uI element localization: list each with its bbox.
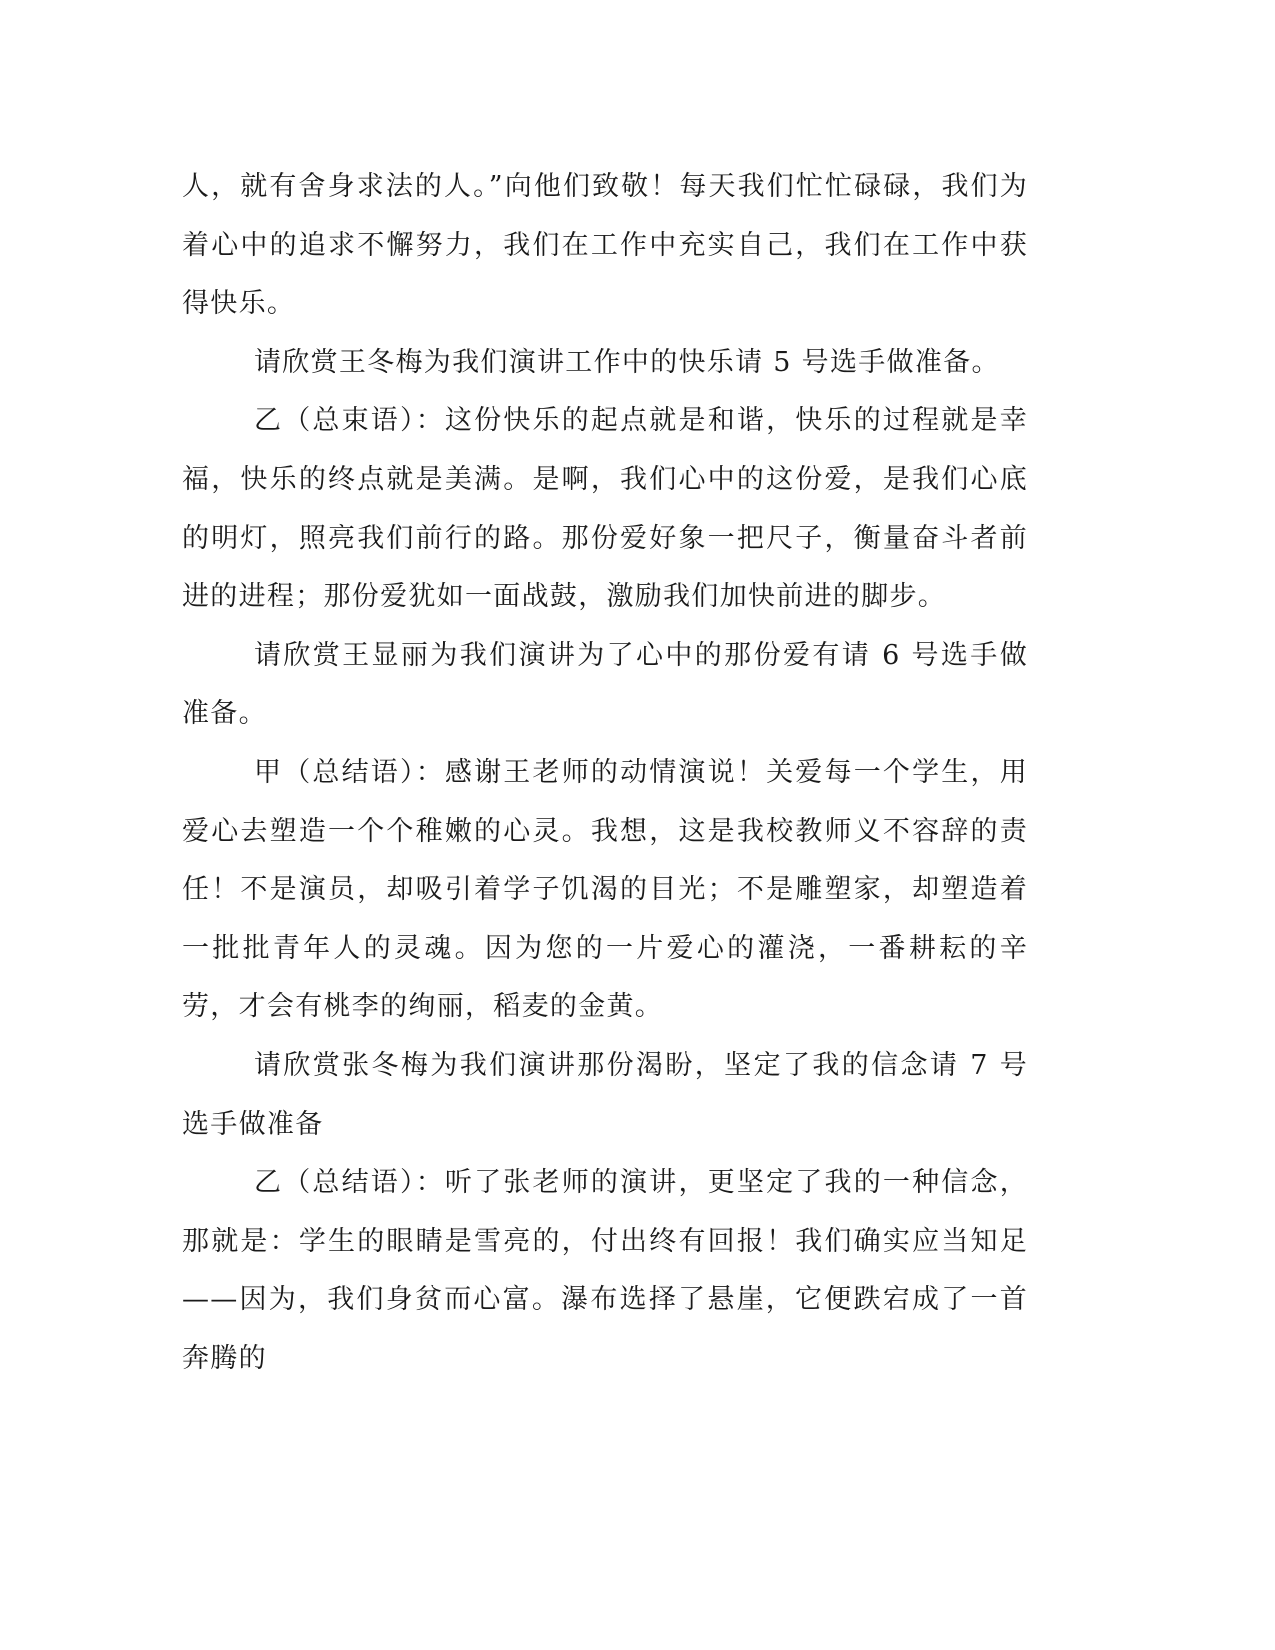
paragraph-4: 请欣赏王显丽为我们演讲为了心中的那份爱有请 6 号选手做准备。 [182, 639, 1028, 730]
paragraph-6: 请欣赏张冬梅为我们演讲那份渴盼，坚定了我的信念请 7 号选手做准备 [182, 1049, 1028, 1140]
paragraph-1: 人，就有舍身求法的人。”向他们致敬！每天我们忙忙碌碌，我们为着心中的追求不懈努力，我们在工作中充实自己，我们在工作中获得快乐。 [182, 171, 1028, 320]
paragraph-5: 甲（总结语）：感谢王老师的动情演说！关爱每一个学生，用爱心去塑造一个个稚嫩的心灵。我想，这是我校教师义不容辞的责任！不是演员，却吸引着学子饥渴的目光；不是雕塑家，却塑造着一批批青年人的灵魂。因为您的一片爱心的灌浇，一番耕耘的辛劳，才会有桃李的绚丽，稻麦的金黄。 [182, 756, 1028, 1023]
paragraph-7: 乙（总结语）：听了张老师的演讲，更坚定了我的一种信念，那就是：学生的眼睛是雪亮的，付出终有回报！我们确实应当知足——因为，我们身贫而心富。瀑布选择了悬崖，它便跌宕成了一首奔腾的 [182, 1167, 1028, 1374]
paragraph-2: 请欣赏王冬梅为我们演讲工作中的快乐请 5 号选手做准备。 [254, 346, 1000, 378]
paragraph-3: 乙（总束语）：这份快乐的起点就是和谐，快乐的过程就是幸福，快乐的终点就是美满。是啊，我们心中的这份爱，是我们心底的明灯，照亮我们前行的路。那份爱好象一把尺子，衡量奋斗者前进的进程；那份爱犹如一面战鼓，激励我们加快前进的脚步。 [182, 405, 1028, 613]
body-text [182, 158, 1028, 1388]
